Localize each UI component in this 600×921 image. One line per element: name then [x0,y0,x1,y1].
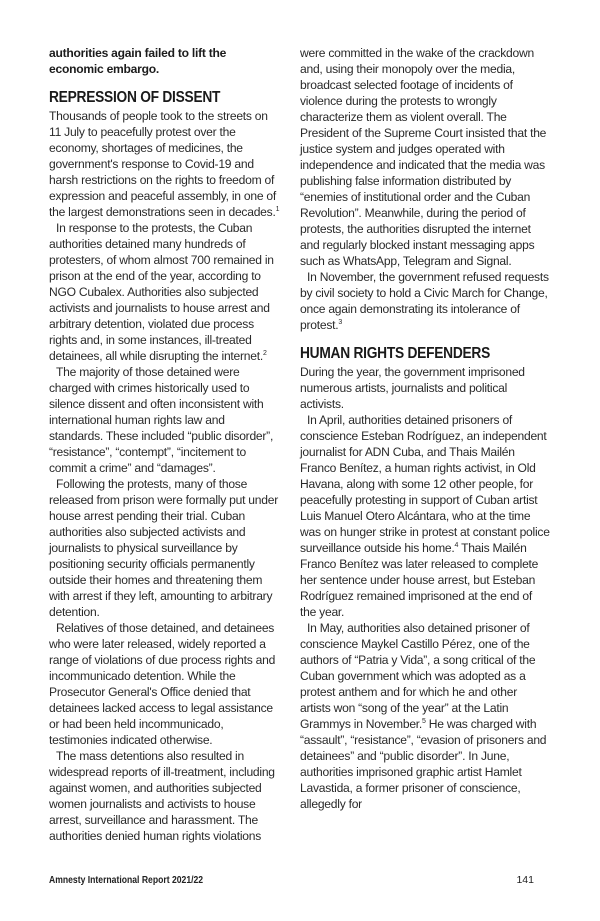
paragraph: Relatives of those detained, and detainees who were later released, widely reported a range of violations of due process rights and incommunicado detention. While the Prosecutor General's Office denied that detainees lacked access to legal assistance or had been held incommunicado, testimonies indicated otherwise. [49,621,276,747]
left-column [49,45,281,844]
page-number: 141 [516,874,534,886]
paragraph: In May, authorities also detained prisoner of conscience Maykel Castillo Pérez, one of the authors of “Patria y Vida”, a song critical of the Cuban government which was adopted as a protest anthem and for which he and other artists won “song of the year” at the Latin Grammys in November.$^5$ He was charged with “assault”, “resistance”, “evasion of prisoners and detainees” and “public disorder”. In June, authorities imprisoned graphic artist Hamlet Lavastida, a former prisoner of conscience, allegedly for [300,621,547,811]
section-heading-repression-of-dissent: REPRESSION OF DISSENT [49,89,221,106]
lead-text: authorities again failed to lift the economic embargo. [49,46,227,76]
paragraph: The mass detentions also resulted in widespread reports of ill-treatment, including against women, and authorities subjected women journalists and activists to house arrest, surveillance and harassment. The authorities denied human rights violations [49,749,275,843]
publication-title: Amnesty International Report 2021/22 [49,874,204,886]
paragraph: During the year, the government imprisoned numerous artists, journalists and political activists. [300,365,525,411]
paragraph: Following the protests, many of those released from prison were formally put under house arrest pending their trial. Cuban authorities also subjected activists and journalists to physical surveillance by positioning security officials permanently outside their homes and threatening them with arrest if they left, amounting to arbitrary detention. [49,477,278,619]
paragraph: Thousands of people took to the streets on 11 July to peacefully protest over the economy, shortages of medicines, the government's response to Covid-19 and harsh restrictions on the rights to freedom of expression and peaceful assembly, in one of the largest demonstrations seen in decades.$^1$ [49,109,280,219]
footnote-ref[interactable]: 5 [422,717,426,725]
footnote-ref[interactable]: 2 [262,349,267,357]
paragraph: In response to the protests, the Cuban authorities detained many hundreds of protesters, of whom almost 700 remained in prison at the end of the year, according to NGO Cubalex. Authorities also subjected activists and journalists to house arrest and arbitrary detention, violated due process rights and, in some instances, ill-treated detainees, all while disrupting the internet.$^2$ [49,221,274,363]
paragraph: The majority of those detained were charged with crimes historically used to silence dissent and often inconsistent with international human rights law and standards. These included “public disorder”, “resistance”, “contempt”, “incitement to commit a crime” and “damages”. [49,365,274,475]
footnote-ref[interactable]: 1 [275,205,280,213]
footnote-ref[interactable]: 3 [338,318,342,326]
paragraph: were committed in the wake of the crackdown and, using their monopoly over the media, broadcast selected footage of incidents of violence during the protests to wrongly characterize them as violent overall. The President of the Supreme Court insisted that the justice system and judges operated with independence and indicated that the media was publishing false information distributed by “enemies of institutional order and the Cuban Revolution”. Meanwhile, during the period of protests, the authorities disrupted the internet and regularly blocked instant messaging apps such as WhatsApp, Telegram and Signal. [300,46,547,268]
footnote-ref[interactable]: 4 [454,541,459,549]
right-column [300,45,550,812]
paragraph: In April, authorities detained prisoners of conscience Esteban Rodríguez, an independent journalist for ADN Cuba, and Thais Mailén Franco Benítez, a human rights activist, in Old Havana, along with some 12 other people, for peacefully protesting in support of Cuban artist Luis Manuel Otero Alcántara, who at the time was on hunger strike in protest at constant police surveillance outside his home.$^4$ Thais Mailén Franco Benítez was later released to complete her sentence under house arrest, but Esteban Rodríguez remained imprisoned at the end of the year. [300,413,550,619]
page-footer [49,874,534,886]
section-heading-human-rights-defenders: HUMAN RIGHTS DEFENDERS [300,345,491,362]
paragraph: In November, the government refused requests by civil society to hold a Civic March for Change, once again demonstrating its intolerance of protest.$^3$ [300,270,549,332]
